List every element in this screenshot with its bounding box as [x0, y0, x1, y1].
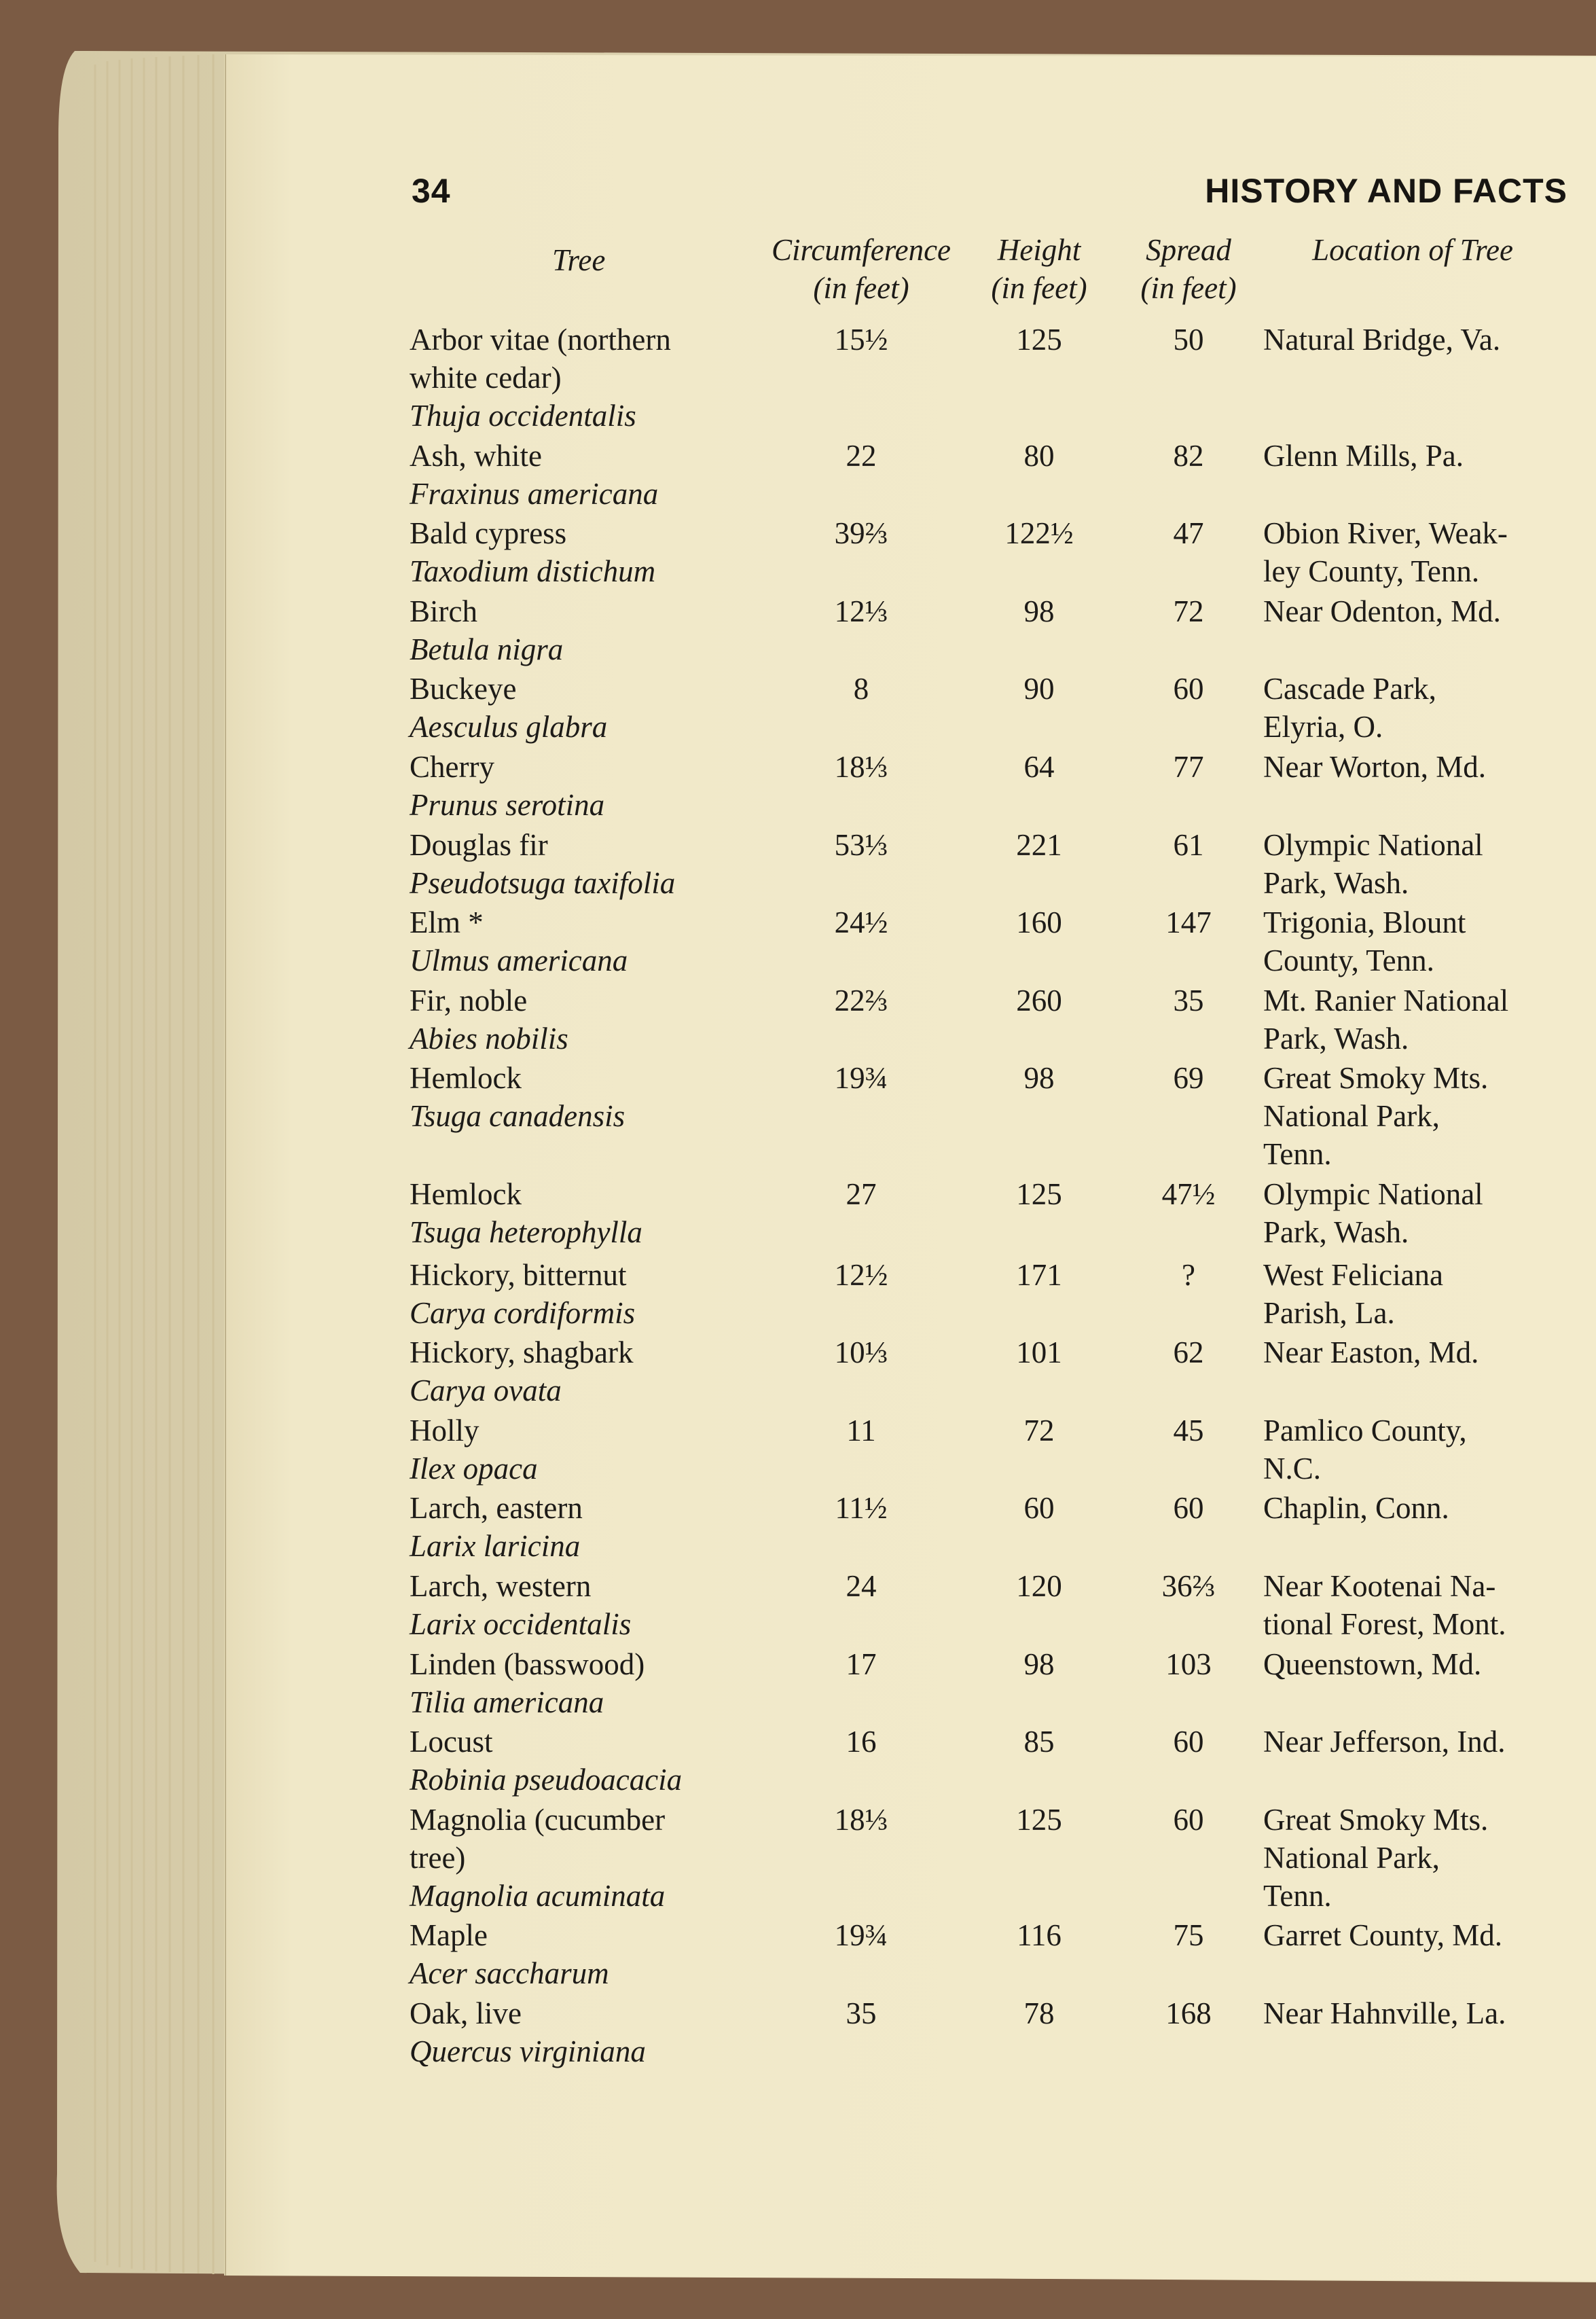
tree-common-name: Hemlock: [410, 1061, 522, 1096]
location-line: Park, Wash.: [1263, 1215, 1409, 1249]
tree-name-cell: [410, 1645, 645, 1721]
column-header-location: Location of Tree: [1312, 233, 1513, 267]
circumference-cell: 22⅔: [834, 983, 888, 1018]
spread-cell: 168: [1165, 1996, 1212, 2030]
tree-common-name: Arbor vitae (northern: [410, 323, 671, 357]
location-line: Queenstown, Md.: [1263, 1647, 1482, 1681]
tree-name-cell: [410, 514, 655, 590]
location-cell: [1263, 1059, 1488, 1173]
location-cell: [1263, 748, 1486, 786]
circumference-cell: 18⅓: [834, 750, 888, 784]
tree-common-name: Larch, western: [410, 1569, 592, 1603]
tree-name-cell: [410, 321, 671, 435]
height-cell: 64: [1023, 750, 1055, 784]
circumference-cell: 35: [846, 1996, 877, 2030]
spread-cell: 50: [1173, 323, 1204, 357]
circumference-cell: 19¾: [834, 1918, 888, 1953]
tree-common-name: Birch: [410, 594, 477, 628]
spread-cell: 47½: [1161, 1177, 1216, 1211]
tree-common-name: Hemlock: [410, 1177, 522, 1211]
location-line: Near Kootenai Na-: [1263, 1569, 1496, 1603]
tree-common-name: Magnolia (cucumber: [410, 1802, 666, 1837]
location-cell: [1263, 1645, 1481, 1683]
height-cell: 72: [1023, 1413, 1055, 1448]
location-cell: [1263, 1333, 1479, 1371]
spread-cell: 61: [1173, 827, 1204, 862]
tree-scientific-name: Carya cordiformis: [410, 1295, 636, 1330]
location-cell: [1263, 1916, 1502, 1954]
spread-cell: 60: [1173, 672, 1204, 706]
circumference-cell: 12⅓: [834, 594, 888, 628]
height-cell: 90: [1023, 672, 1055, 706]
height-cell: 125: [1016, 1802, 1062, 1837]
tree-common-name: Holly: [410, 1413, 479, 1448]
height-cell: 98: [1023, 594, 1055, 628]
tree-name-cell: [410, 1489, 583, 1565]
location-line: West Feliciana: [1263, 1257, 1444, 1292]
tree-name-cell: [410, 748, 604, 824]
height-cell: 80: [1023, 438, 1055, 473]
circumference-cell: 27: [846, 1177, 877, 1211]
spread-cell: 147: [1165, 905, 1212, 940]
height-cell: 78: [1023, 1996, 1055, 2030]
location-cell: [1263, 321, 1500, 359]
tree-name-cell: [410, 1333, 633, 1409]
location-line: Olympic National: [1263, 827, 1483, 862]
circumference-cell: 18⅓: [834, 1802, 888, 1837]
spread-cell: 36⅔: [1161, 1569, 1216, 1603]
spread-cell: 45: [1173, 1413, 1204, 1448]
height-cell: 160: [1016, 905, 1062, 940]
location-line: N.C.: [1263, 1451, 1322, 1486]
tree-scientific-name: Taxodium distichum: [410, 554, 656, 589]
circumference-cell: 8: [853, 672, 869, 706]
tree-common-name: Maple: [410, 1918, 488, 1953]
tree-name-cell: [410, 1412, 538, 1488]
location-line: Great Smoky Mts.: [1263, 1802, 1489, 1837]
circumference-cell: 16: [846, 1725, 877, 1759]
spread-cell: 69: [1173, 1061, 1204, 1096]
location-cell: [1263, 1489, 1449, 1527]
location-line: Trigonia, Blount: [1263, 905, 1466, 940]
circumference-cell: 22: [846, 438, 877, 473]
location-line: Near Odenton, Md.: [1263, 594, 1501, 628]
circumference-cell: 24½: [834, 905, 888, 940]
spread-cell: 60: [1173, 1491, 1204, 1526]
height-cell: 221: [1016, 827, 1062, 862]
tree-name-cell: [410, 1916, 609, 1992]
location-line: Parish, La.: [1263, 1295, 1395, 1330]
circumference-cell: 12½: [834, 1257, 888, 1292]
tree-scientific-name: Thuja occidentalis: [410, 399, 636, 433]
location-line: Pamlico County,: [1263, 1413, 1467, 1448]
tree-scientific-name: Prunus serotina: [410, 788, 605, 822]
tree-common-name: Fir, noble: [410, 983, 528, 1018]
circumference-cell: 15½: [834, 323, 888, 357]
tree-name-cell: [410, 1801, 665, 1915]
tree-name-cell: [410, 903, 628, 979]
location-line: Mt. Ranier National: [1263, 983, 1509, 1018]
book-page: 34 HISTORY AND FACTS Tree Circumference (in feet) Height (in feet) Spread (in feet) Location of Tree Arbor vitae (northern white cedar) Thuja occidentalis 15½ 125 50 Natural Bridge, Va. Ash, white Fraxinus americana 22 80 82 Glenn Mills, Pa. Bald cypress Taxodium distichum 39⅔ 122½ 47 Obion River, Weak- ley County, Tenn. Birch Betula nigra 12⅓ 98 72 Near Odenton, Md. Buckeye Aesculus glabra 8 90 60 Cascade Park, Elyria, O. Cherry Prunus serotina 18⅓ 64 77 Near Worton, Md. Douglas fir Pseudotsuga taxifolia 53⅓ 221 61 Olympic National Park, Wash. Elm * Ulmus americana 24½ 160 147 Trigonia, Blount County, Tenn. Fir, noble Abies nobilis 22⅔ 260 35 Mt. Ranier National Park, Wash. Hemlock Tsuga canadensis 19¾ 98 69 Great Smoky Mts. National Park, Tenn. Hemlock Tsuga heterophylla 27 125 47½ Olympic National Park, Wash. Hickory, bitternut Carya cordiformis 12½ 171 ? West Feliciana Parish, La. Hickory, shagbark Carya ovata 10⅓ 101 62 Near Easton, Md. Holly Ilex opaca 11 72 45 Pamlico County, N.C. Larch, eastern Larix laricina 11½ 60 60 Chaplin, Conn. Larch, western Larix occidentalis 24 120 36⅔ Near Kootenai Na- tional Forest, Mont. Linden (basswood) Tilia americana 17 98 103 Queenstown, Md. Locust Robinia pseudoacacia 16 85 60 Near Jefferson, Ind. Magnolia (cucumber tree) Magnolia acuminata 18⅓ 125 60 Great Smoky Mts. National Park, Tenn. Maple Acer saccharum 19¾ 116 75 Garret County, Md. Oak, live Quercus virginiana 35 78 168 Near Hahnville, La.: [0, 0, 1596, 2319]
location-cell: [1263, 982, 1508, 1058]
tree-name-cell: [410, 670, 607, 746]
height-cell: 122½: [1004, 516, 1074, 551]
location-cell: [1263, 903, 1466, 979]
location-cell: [1263, 1567, 1506, 1643]
tree-common-name: Douglas fir: [410, 827, 548, 862]
tree-name-cell: [410, 1175, 642, 1251]
tree-scientific-name: Tsuga heterophylla: [410, 1215, 642, 1249]
tree-scientific-name: Magnolia acuminata: [410, 1878, 666, 1913]
height-cell: 125: [1016, 323, 1062, 357]
tree-name-cell: [410, 1567, 631, 1643]
circumference-cell: 24: [846, 1569, 877, 1603]
tree-common-name: Buckeye: [410, 672, 517, 706]
spread-cell: 60: [1173, 1802, 1204, 1837]
tree-common-name: Oak, live: [410, 1996, 522, 2030]
location-line: Obion River, Weak-: [1263, 516, 1508, 551]
location-line: Olympic National: [1263, 1177, 1483, 1211]
tree-scientific-name: Larix laricina: [410, 1529, 581, 1564]
height-cell: 98: [1023, 1647, 1055, 1681]
spread-cell: 77: [1173, 750, 1204, 784]
location-cell: [1263, 1412, 1467, 1488]
tree-scientific-name: Betula nigra: [410, 632, 564, 666]
tree-name-cell: [410, 592, 563, 668]
location-line: Park, Wash.: [1263, 865, 1409, 900]
spread-cell: 82: [1173, 438, 1204, 473]
spread-cell: 103: [1165, 1647, 1212, 1681]
location-cell: [1263, 1175, 1483, 1251]
location-line: Tenn.: [1263, 1137, 1332, 1172]
column-header-height: Height (in feet): [991, 233, 1087, 305]
tree-name-cell: [410, 1256, 635, 1332]
tree-scientific-name: Tsuga canadensis: [410, 1099, 625, 1134]
tree-common-name: Hickory, bitternut: [410, 1257, 627, 1292]
height-cell: 120: [1016, 1569, 1062, 1603]
height-cell: 171: [1016, 1257, 1062, 1292]
running-header-title: HISTORY AND FACTS: [1205, 172, 1567, 210]
location-line: tional Forest, Mont.: [1263, 1607, 1506, 1641]
circumference-cell: 17: [846, 1647, 877, 1681]
tree-name-cell: [410, 1723, 682, 1799]
height-cell: 60: [1023, 1491, 1055, 1526]
tree-scientific-name: Fraxinus americana: [410, 476, 659, 511]
tree-common-name: Linden (basswood): [410, 1647, 645, 1681]
spread-cell: ?: [1182, 1257, 1195, 1292]
location-cell: [1263, 1994, 1506, 2032]
tree-common-name: Locust: [410, 1725, 493, 1759]
tree-name-cell: [410, 826, 675, 902]
location-line: Glenn Mills, Pa.: [1263, 438, 1464, 473]
location-line: Great Smoky Mts.: [1263, 1061, 1489, 1096]
height-cell: 101: [1016, 1335, 1062, 1370]
location-cell: [1263, 1256, 1443, 1332]
tree-scientific-name: Acer saccharum: [410, 1956, 609, 1991]
tree-common-name: Elm *: [410, 905, 484, 940]
location-cell: [1263, 592, 1501, 630]
tree-common-name: Ash, white: [410, 438, 542, 473]
tree-name-cell: [410, 982, 568, 1058]
tree-common-name: Cherry: [410, 750, 494, 784]
location-cell: [1263, 670, 1436, 746]
location-line: Natural Bridge, Va.: [1263, 323, 1501, 357]
spread-cell: 47: [1173, 516, 1204, 551]
column-header-circumference: Circumference (in feet): [771, 233, 951, 305]
height-cell: 85: [1023, 1725, 1055, 1759]
tree-name-cell: [410, 437, 658, 513]
tree-common-name: Larch, eastern: [410, 1491, 583, 1526]
tree-scientific-name: Ulmus americana: [410, 943, 628, 978]
location-cell: [1263, 1801, 1488, 1915]
location-line: Near Jefferson, Ind.: [1263, 1725, 1506, 1759]
location-line: Cascade Park,: [1263, 672, 1436, 706]
location-line: Garret County, Md.: [1263, 1918, 1503, 1953]
tree-common-name: Hickory, shagbark: [410, 1335, 634, 1370]
tree-name-cell: [410, 1994, 646, 2070]
tree-scientific-name: Aesculus glabra: [410, 710, 608, 744]
height-cell: 98: [1023, 1061, 1055, 1096]
circumference-cell: 19¾: [834, 1061, 888, 1096]
tree-name-cell: [410, 1059, 625, 1135]
height-cell: 116: [1017, 1918, 1062, 1953]
circumference-cell: 10⅓: [834, 1335, 888, 1370]
circumference-cell: 11: [846, 1413, 876, 1448]
location-line: Park, Wash.: [1263, 1021, 1409, 1056]
location-line: National Park,: [1263, 1099, 1440, 1134]
circumference-cell: 11½: [835, 1491, 888, 1526]
height-cell: 125: [1016, 1177, 1062, 1211]
tree-scientific-name: Larix occidentalis: [410, 1607, 632, 1641]
tree-scientific-name: Tilia americana: [410, 1685, 604, 1719]
spread-cell: 60: [1173, 1725, 1204, 1759]
height-cell: 260: [1016, 983, 1062, 1018]
tree-scientific-name: Pseudotsuga taxifolia: [410, 865, 676, 900]
tree-scientific-name: Ilex opaca: [410, 1451, 538, 1486]
location-cell: [1263, 437, 1464, 475]
location-line: National Park,: [1263, 1840, 1440, 1875]
tree-scientific-name: Abies nobilis: [410, 1021, 568, 1056]
location-line: ley County, Tenn.: [1263, 554, 1480, 589]
page-number: 34: [412, 172, 451, 210]
spread-cell: 35: [1173, 983, 1204, 1018]
location-cell: [1263, 826, 1483, 902]
circumference-cell: 39⅔: [834, 516, 888, 551]
spread-cell: 62: [1173, 1335, 1204, 1370]
location-line: Elyria, O.: [1263, 710, 1383, 744]
location-cell: [1263, 514, 1508, 590]
circumference-cell: 53⅓: [834, 827, 888, 862]
location-cell: [1263, 1723, 1506, 1761]
location-line: County, Tenn.: [1263, 943, 1434, 978]
tree-scientific-name: Carya ovata: [410, 1373, 562, 1408]
tree-scientific-name: Quercus virginiana: [410, 2034, 646, 2068]
location-line: Near Easton, Md.: [1263, 1335, 1479, 1370]
location-line: Near Hahnville, La.: [1263, 1996, 1506, 2030]
spread-cell: 72: [1173, 594, 1204, 628]
spread-cell: 75: [1173, 1918, 1204, 1953]
column-header-spread: Spread (in feet): [1140, 233, 1237, 305]
tree-common-name: Bald cypress: [410, 516, 567, 551]
location-line: Tenn.: [1263, 1878, 1332, 1913]
tree-common-name: white cedar): [410, 361, 562, 395]
tree-common-name: tree): [410, 1840, 466, 1875]
location-line: Chaplin, Conn.: [1263, 1491, 1449, 1526]
tree-scientific-name: Robinia pseudoacacia: [410, 1763, 683, 1797]
location-line: Near Worton, Md.: [1263, 750, 1486, 784]
